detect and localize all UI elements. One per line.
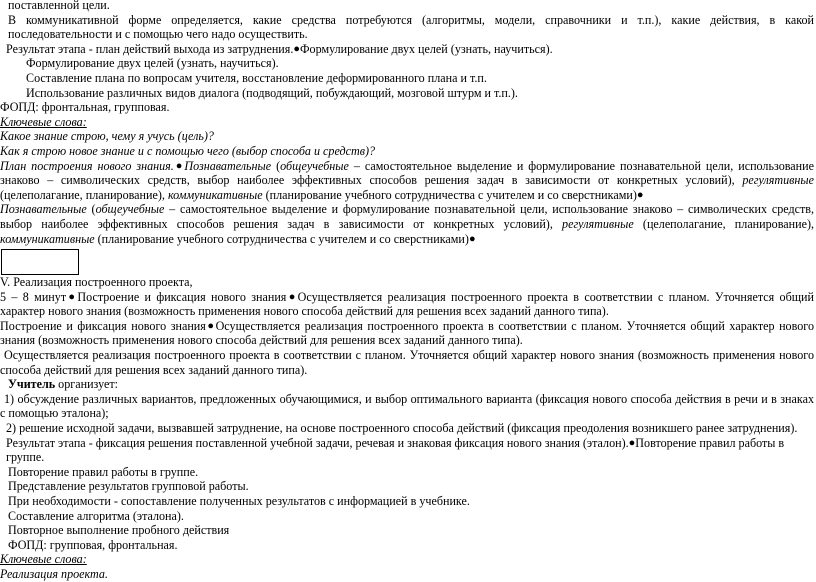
paragraph-compare: При необходимости - сопоставление полученных результатов с информацией в учебнике. [8,494,470,508]
keyword-project-implementation: Реализация проекта. [0,566,108,581]
paragraph-stage-result-2: Результат этапа - фиксация решения поставленной учебной задачи, речевая и знаковая фиксация нового знания (эталон).●Повторение правил работы в группе. [6,435,785,465]
paragraph-stage-result: Результат этапа - план действий выхода из затруднения.●Формулирование двух целей (узнать, научиться). [6,41,553,56]
bullet-icon: ● [636,188,644,201]
paragraph-dialogue-types: Использование различных видов диалога (подводящий, побуждающий, мозговой штурм и т.п.). [26,85,518,100]
section-heading-v: V. Реализация построенного проекта, [0,275,193,290]
bullet-icon: ● [66,290,78,303]
paragraph-construction-plan: План построения нового знания.●Познавательные (общеучебные – самостоятельное выделение и формулирование познавательной цели, использование знаково – символических средств, выбор наиболее эффективных способов решения задач в зависимости от конкретных условий), регулятивные (целеполагание, планирование), коммуникативные (планирование учебного сотрудничества с учителем и со сверстниками)● [0,158,814,202]
paragraph-teacher-organizes: Учитель организует: [8,377,118,392]
bullet-icon: ● [293,42,300,55]
bullet-icon: ● [286,290,298,303]
paragraph-algorithm: Составление алгоритма (эталона). [8,508,184,523]
paragraph-implementation: Осуществляется реализация построенного проекта в соответствии с планом. Уточняется общий характер нового знания (возможность применения нового способа действий для решения всех заданий данного типа). [0,348,814,377]
list-item-discussion: 1) обсуждение различных вариантов, предложенных обучающимися, и выбор оптимального варианта (фиксация нового способа действия в речи и в знаках с помощью эталона); [0,391,814,421]
bullet-icon: ● [205,319,216,332]
paragraph-construction-fixation: Построение и фиксация нового знания●Осуществляется реализация построенного проекта в соответствии с планом. Уточняется общий характер нового знания (возможность применения нового способа действий для решения всех заданий данного типа). [0,318,814,348]
paragraph-goal-end: поставленной цели. [8,0,110,12]
empty-table-cell [1,249,79,275]
paragraph-group-results: Представление результатов групповой работы. [8,479,249,494]
paragraph-fopd-1: ФОПД: фронтальная, групповая. [0,100,170,115]
paragraph-communicative-form: В коммуникативной форме определяется, какие средства потребуются (алгоритмы, модели, справочники и т.п.), какие действия, в какой последовательности и с помощью чего надо осуществить. [8,12,814,42]
paragraph-group-rules: Повторение правил работы в группе. [8,464,199,479]
keyword-question-goal: Какое знание строю, чему я учусь (цель)? [0,129,214,144]
paragraph-fopd-2: ФОПД: групповая, фронтальная. [8,537,178,552]
keyword-question-method: Как я строю новое знание и с помощью чего (выбор способа и средств)? [0,143,376,158]
paragraph-plan-compilation: Составление плана по вопросам учителя, восстановление деформированного плана и т.п. [26,70,487,85]
keywords-heading-1: Ключевые слова: [0,114,87,129]
list-item-solution: 2) решение исходной задачи, вызвавшей затруднение, на основе построенного способа действий (фиксация преодоления возникшего ранее затруднения). [6,421,798,436]
paragraph-repeat-action: Повторное выполнение пробного действия [8,523,230,538]
bullet-icon: ● [468,232,476,245]
bullet-icon: ● [628,436,636,449]
paragraph-timing: 5 – 8 минут●Построение и фиксация нового знания●Осуществляется реализация построенного проекта в соответствии с планом. Уточняется общий характер нового знания (возможность применения нового способа действий для решения всех заданий данного типа). [0,289,814,319]
paragraph-two-goals: Формулирование двух целей (узнать, научиться). [26,56,279,71]
bullet-icon: ● [173,159,185,172]
keywords-heading-2: Ключевые слова: [0,552,87,567]
paragraph-uud: Познавательные (общеучебные – самостоятельное выделение и формулирование познавательной цели, использование знаково – символических средств, выбор наиболее эффективных способов решения задач в зависимости от конкретных условий), регулятивные (целеполагание, планирование), коммуникативные (планирование учебного сотрудничества с учителем и со сверстниками)● [0,202,815,246]
